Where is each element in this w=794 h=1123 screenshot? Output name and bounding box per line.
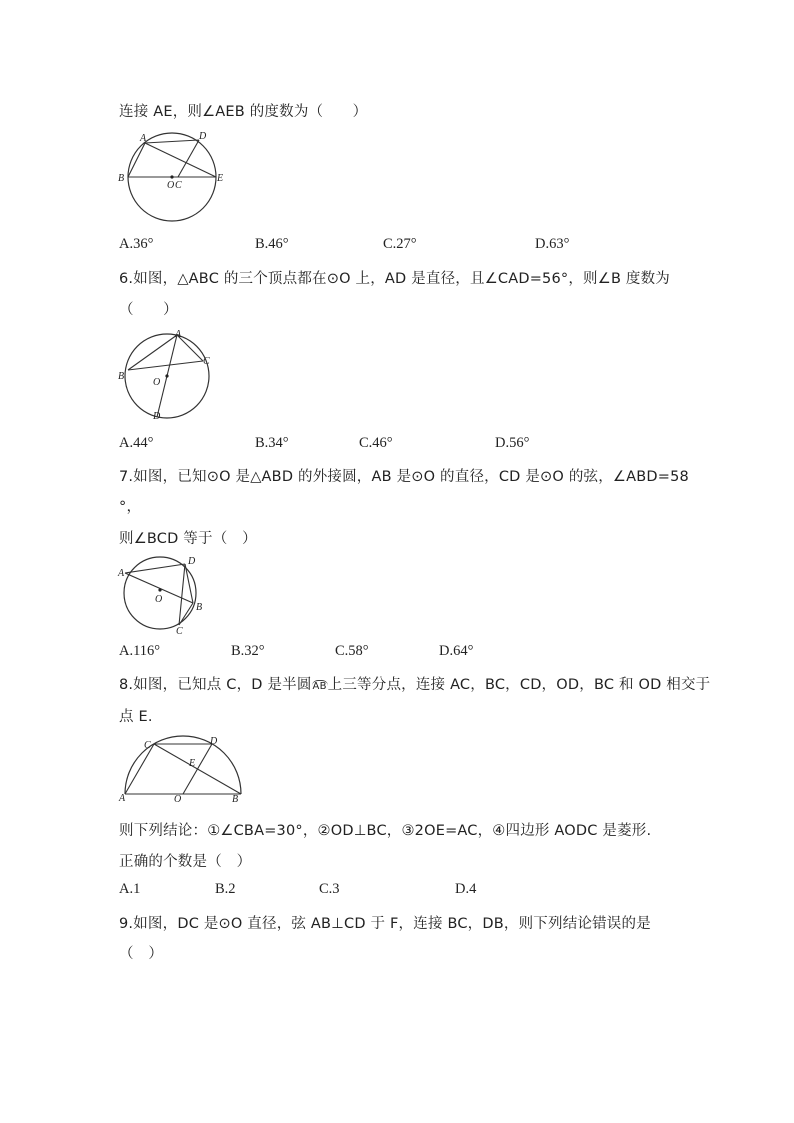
- q6-option-a[interactable]: A.44°: [119, 435, 154, 451]
- q5-figure: [115, 130, 235, 226]
- q7-option-a[interactable]: A.116°: [119, 643, 161, 659]
- q8-label-O: O: [174, 794, 182, 805]
- q6-figure: [115, 328, 225, 426]
- q8-label-C: C: [144, 740, 151, 751]
- q8-option-d[interactable]: D.4: [455, 881, 477, 897]
- q8-label-B: B: [232, 794, 239, 805]
- q7-label-A: A: [118, 568, 125, 579]
- q7-option-b[interactable]: B.32°: [231, 643, 265, 659]
- q6-label-D: D: [153, 411, 161, 422]
- q6-label-O: O: [153, 377, 161, 388]
- q8-figure: [115, 735, 250, 805]
- q7-label-C: C: [176, 626, 183, 636]
- q8-conclusions: 则下列结论：①∠CBA=30°，②OD⊥BC，③2OE=AC，④四边形 AODC 是菱形.: [119, 823, 652, 839]
- q7-option-c[interactable]: C.58°: [335, 643, 369, 659]
- q6-label-B: B: [118, 371, 125, 382]
- q8-label-E: E: [189, 758, 196, 769]
- q8-stem-line1: [119, 673, 710, 694]
- q6-option-b[interactable]: B.34°: [255, 435, 289, 451]
- q8-stem-part2: 上三等分点，连接 AC，BC，CD，OD，BC 和 OD 相交于: [327, 677, 711, 693]
- q6-stem-line2: （ ）: [119, 302, 178, 318]
- q6-stem-line1: 6.如图，△ABC 的三个顶点都在⊙O 上，AD 是直径，且∠CAD=56°，则∠B 度数为: [119, 271, 671, 287]
- q8-stem-part1: 8.如图，已知点 C，D 是半圆: [119, 677, 312, 693]
- q8-arc-ab: AB: [312, 681, 327, 692]
- q6-label-A: A: [175, 329, 182, 340]
- q8-stem-line2: 点 E.: [119, 709, 153, 725]
- q5-option-c[interactable]: C.27°: [383, 236, 417, 252]
- q7-stem-line3: 则∠BCD 等于（ ）: [119, 531, 257, 547]
- q8-option-c[interactable]: C.3: [319, 881, 340, 897]
- q7-figure: [115, 552, 211, 636]
- q8-question: 正确的个数是（ ）: [119, 854, 252, 870]
- q5-label-E: E: [217, 173, 224, 184]
- q5-option-a[interactable]: A.36°: [119, 236, 154, 252]
- q7-label-D: D: [188, 556, 196, 567]
- q5-label-A: A: [140, 133, 147, 144]
- q7-stem-line2: °，: [119, 499, 142, 515]
- q9-stem-line1: 9.如图，DC 是⊙O 直径，弦 AB⊥CD 于 F，连接 BC，DB，则下列结论错误的是: [119, 916, 651, 932]
- q5-label-O: O: [167, 180, 175, 191]
- q8-label-D: D: [210, 736, 218, 747]
- q5-label-D: D: [199, 131, 207, 142]
- q9-stem-line2: （ ）: [119, 946, 164, 962]
- q8-option-a[interactable]: A.1: [119, 881, 141, 897]
- q6-option-c[interactable]: C.46°: [359, 435, 393, 451]
- q5-option-b[interactable]: B.46°: [255, 236, 289, 252]
- q8-label-A: A: [119, 793, 126, 804]
- q5-option-d[interactable]: D.63°: [535, 236, 570, 252]
- q7-stem-line1: 7.如图，已知⊙O 是△ABD 的外接圆，AB 是⊙O 的直径，CD 是⊙O 的弦，∠ABD=58: [119, 469, 689, 485]
- q8-option-b[interactable]: B.2: [215, 881, 236, 897]
- q7-label-O: O: [155, 594, 163, 605]
- q6-label-C: C: [203, 356, 210, 367]
- q6-option-d[interactable]: D.56°: [495, 435, 530, 451]
- q7-option-d[interactable]: D.64°: [439, 643, 474, 659]
- q5-label-B: B: [118, 173, 125, 184]
- q7-label-B: B: [196, 602, 203, 613]
- q5-stem: 连接 AE，则∠AEB 的度数为（ ）: [119, 104, 368, 120]
- q5-label-C: C: [175, 180, 182, 191]
